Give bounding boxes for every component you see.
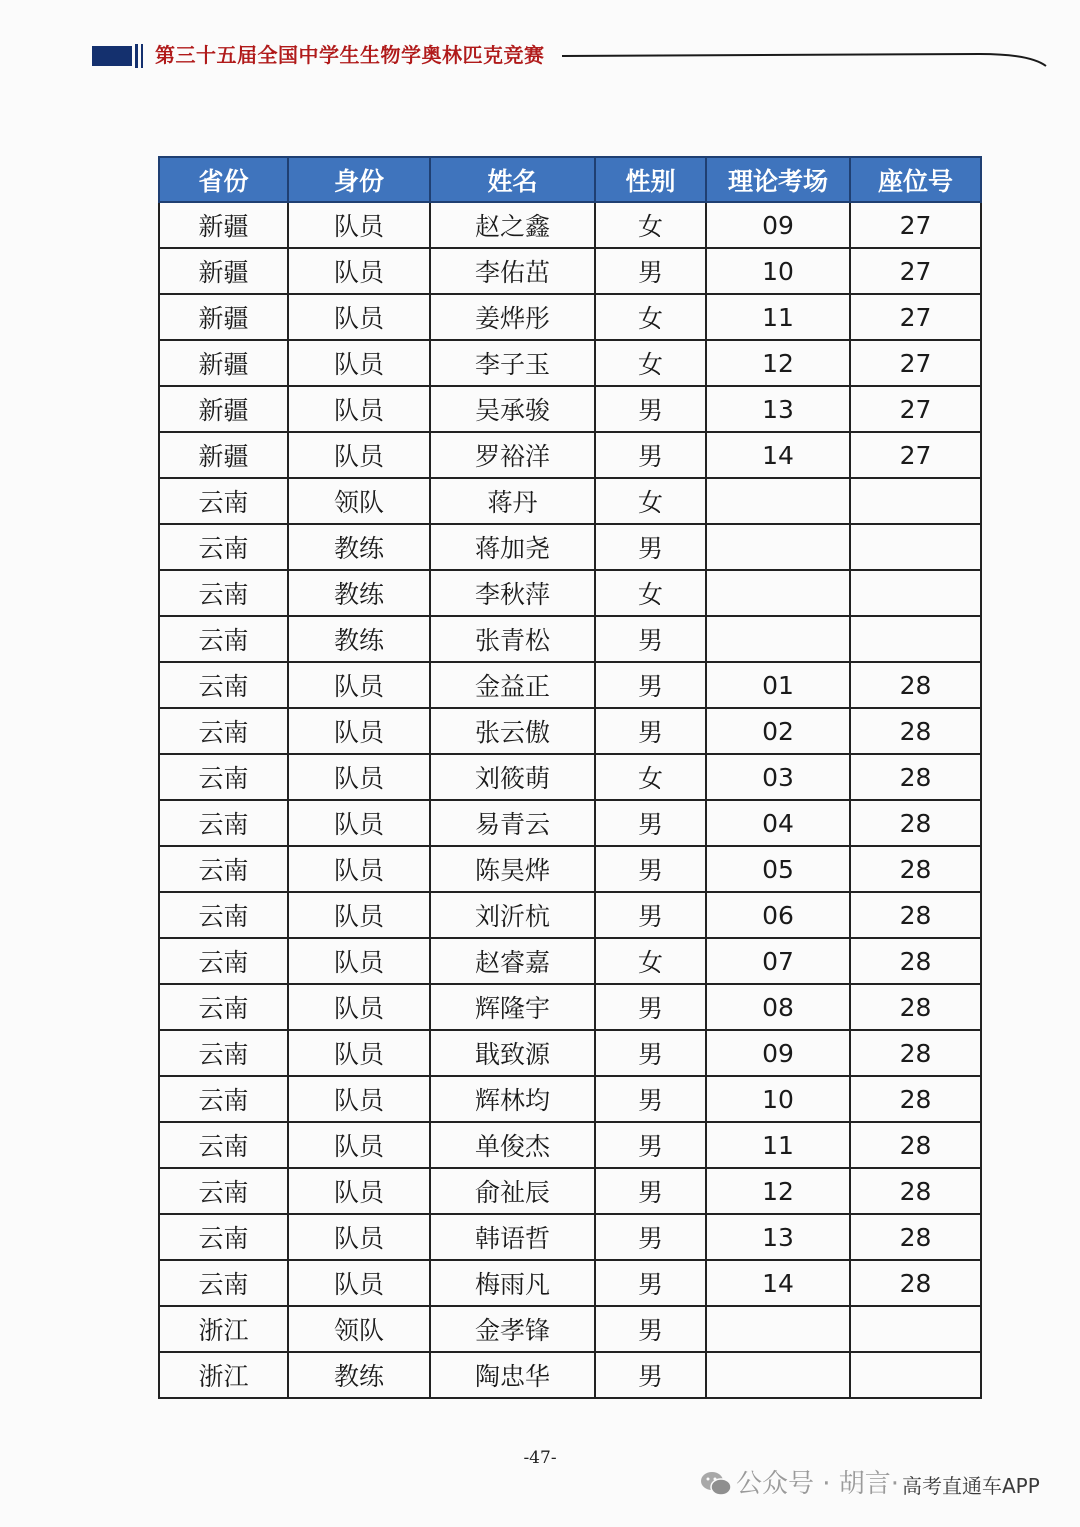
cell-role: 队员 — [288, 662, 430, 708]
cell-name: 李秋萍 — [430, 570, 595, 616]
cell-name: 易青云 — [430, 800, 595, 846]
cell-role: 队员 — [288, 202, 430, 248]
cell-gender: 男 — [595, 386, 706, 432]
table-row — [159, 432, 981, 478]
cell-province: 云南 — [159, 708, 288, 754]
cell-gender: 女 — [595, 478, 706, 524]
cell-role: 队员 — [288, 1168, 430, 1214]
cell-exam-room: 03 — [706, 754, 850, 800]
cell-name: 刘筱萌 — [430, 754, 595, 800]
cell-seat: 28 — [850, 1030, 981, 1076]
cell-seat — [850, 1352, 981, 1398]
table-row — [159, 386, 981, 432]
page-number: -47- — [523, 1448, 557, 1468]
table-row — [159, 938, 981, 984]
cell-name: 姜烨彤 — [430, 294, 595, 340]
table-row — [159, 570, 981, 616]
cell-gender: 男 — [595, 892, 706, 938]
col-header-gender: 性别 — [595, 157, 706, 202]
cell-exam-room — [706, 616, 850, 662]
table-row — [159, 1168, 981, 1214]
cell-name: 李佑茁 — [430, 248, 595, 294]
cell-name: 刘沂杭 — [430, 892, 595, 938]
cell-role: 队员 — [288, 754, 430, 800]
cell-gender: 男 — [595, 800, 706, 846]
cell-name: 俞祉辰 — [430, 1168, 595, 1214]
cell-exam-room: 05 — [706, 846, 850, 892]
cell-gender: 女 — [595, 754, 706, 800]
cell-province: 新疆 — [159, 432, 288, 478]
cell-name: 赵睿嘉 — [430, 938, 595, 984]
cell-role: 队员 — [288, 800, 430, 846]
cell-role: 领队 — [288, 478, 430, 524]
cell-seat: 27 — [850, 432, 981, 478]
cell-role: 教练 — [288, 524, 430, 570]
cell-seat — [850, 616, 981, 662]
cell-name: 韩语哲 — [430, 1214, 595, 1260]
cell-province: 云南 — [159, 1260, 288, 1306]
cell-exam-room: 13 — [706, 1214, 850, 1260]
cell-role: 队员 — [288, 294, 430, 340]
table-row — [159, 294, 981, 340]
cell-seat: 28 — [850, 938, 981, 984]
cell-exam-room — [706, 478, 850, 524]
cell-role: 队员 — [288, 1214, 430, 1260]
col-header-name: 姓名 — [430, 157, 595, 202]
cell-province: 云南 — [159, 1030, 288, 1076]
cell-seat: 28 — [850, 846, 981, 892]
cell-exam-room: 06 — [706, 892, 850, 938]
cell-gender: 男 — [595, 1076, 706, 1122]
wechat-icon — [700, 1470, 732, 1498]
cell-exam-room — [706, 1352, 850, 1398]
cell-role: 队员 — [288, 708, 430, 754]
cell-role: 教练 — [288, 570, 430, 616]
table-row — [159, 1260, 981, 1306]
cell-gender: 男 — [595, 1260, 706, 1306]
cell-seat: 27 — [850, 386, 981, 432]
cell-seat: 27 — [850, 202, 981, 248]
cell-role: 队员 — [288, 340, 430, 386]
watermark-text: 公众号 · 胡言· — [736, 1469, 900, 1499]
cell-province: 云南 — [159, 1168, 288, 1214]
watermark — [700, 1466, 1070, 1506]
cell-name: 李子玉 — [430, 340, 595, 386]
table-header-row — [159, 157, 981, 202]
table-row — [159, 708, 981, 754]
cell-province: 云南 — [159, 616, 288, 662]
cell-province: 云南 — [159, 800, 288, 846]
cell-gender: 男 — [595, 524, 706, 570]
cell-role: 队员 — [288, 984, 430, 1030]
col-header-role: 身份 — [288, 157, 430, 202]
table-row — [159, 800, 981, 846]
cell-gender: 男 — [595, 432, 706, 478]
cell-role: 队员 — [288, 1260, 430, 1306]
table-row — [159, 1030, 981, 1076]
cell-gender: 女 — [595, 570, 706, 616]
cell-seat: 28 — [850, 800, 981, 846]
cell-seat: 27 — [850, 294, 981, 340]
cell-seat: 28 — [850, 754, 981, 800]
cell-exam-room: 10 — [706, 248, 850, 294]
table-row — [159, 662, 981, 708]
cell-seat: 28 — [850, 984, 981, 1030]
page-header — [0, 0, 1080, 110]
cell-province: 云南 — [159, 1076, 288, 1122]
cell-name: 辉林均 — [430, 1076, 595, 1122]
cell-name: 赵之鑫 — [430, 202, 595, 248]
cell-gender: 男 — [595, 1122, 706, 1168]
table-row — [159, 1352, 981, 1398]
cell-exam-room: 13 — [706, 386, 850, 432]
cell-seat: 28 — [850, 1168, 981, 1214]
cell-seat — [850, 1306, 981, 1352]
cell-province: 新疆 — [159, 294, 288, 340]
cell-exam-room: 14 — [706, 1260, 850, 1306]
cell-name: 蒋丹 — [430, 478, 595, 524]
cell-name: 戢致源 — [430, 1030, 595, 1076]
cell-gender: 女 — [595, 294, 706, 340]
cell-province: 云南 — [159, 846, 288, 892]
watermark-app-text: 高考直通车APP — [902, 1474, 1040, 1498]
cell-exam-room — [706, 570, 850, 616]
cell-exam-room: 07 — [706, 938, 850, 984]
cell-name: 张云傲 — [430, 708, 595, 754]
cell-exam-room — [706, 1306, 850, 1352]
cell-gender: 男 — [595, 984, 706, 1030]
cell-exam-room: 08 — [706, 984, 850, 1030]
cell-name: 张青松 — [430, 616, 595, 662]
cell-seat — [850, 478, 981, 524]
cell-gender: 男 — [595, 1306, 706, 1352]
cell-gender: 男 — [595, 662, 706, 708]
cell-exam-room: 02 — [706, 708, 850, 754]
cell-name: 梅雨凡 — [430, 1260, 595, 1306]
table-row — [159, 616, 981, 662]
cell-exam-room: 11 — [706, 1122, 850, 1168]
cell-role: 队员 — [288, 1030, 430, 1076]
header-rule — [0, 0, 1080, 110]
cell-seat: 28 — [850, 1214, 981, 1260]
cell-gender: 男 — [595, 616, 706, 662]
cell-province: 新疆 — [159, 202, 288, 248]
cell-gender: 男 — [595, 1214, 706, 1260]
cell-province: 新疆 — [159, 248, 288, 294]
cell-province: 云南 — [159, 984, 288, 1030]
cell-name: 单俊杰 — [430, 1122, 595, 1168]
cell-role: 队员 — [288, 248, 430, 294]
table-body — [159, 202, 981, 1398]
cell-exam-room: 10 — [706, 1076, 850, 1122]
cell-name: 陈昊烨 — [430, 846, 595, 892]
table-row — [159, 1122, 981, 1168]
cell-gender: 女 — [595, 202, 706, 248]
cell-role: 队员 — [288, 432, 430, 478]
cell-exam-room: 09 — [706, 1030, 850, 1076]
cell-exam-room: 04 — [706, 800, 850, 846]
table-row — [159, 202, 981, 248]
col-header-seat: 座位号 — [850, 157, 981, 202]
cell-exam-room — [706, 524, 850, 570]
cell-name: 吴承骏 — [430, 386, 595, 432]
cell-province: 云南 — [159, 1122, 288, 1168]
cell-exam-room: 12 — [706, 340, 850, 386]
cell-province: 浙江 — [159, 1352, 288, 1398]
table-row — [159, 524, 981, 570]
cell-province: 云南 — [159, 662, 288, 708]
cell-seat: 28 — [850, 892, 981, 938]
cell-role: 队员 — [288, 1076, 430, 1122]
cell-role: 队员 — [288, 938, 430, 984]
cell-province: 云南 — [159, 524, 288, 570]
cell-role: 队员 — [288, 386, 430, 432]
cell-province: 云南 — [159, 938, 288, 984]
cell-province: 云南 — [159, 892, 288, 938]
cell-province: 浙江 — [159, 1306, 288, 1352]
cell-name: 罗裕洋 — [430, 432, 595, 478]
cell-role: 队员 — [288, 1122, 430, 1168]
cell-exam-room: 09 — [706, 202, 850, 248]
cell-name: 蒋加尧 — [430, 524, 595, 570]
cell-seat: 28 — [850, 1076, 981, 1122]
cell-role: 队员 — [288, 892, 430, 938]
cell-seat: 28 — [850, 662, 981, 708]
cell-gender: 男 — [595, 1352, 706, 1398]
table-row — [159, 1214, 981, 1260]
table-row — [159, 340, 981, 386]
cell-role: 队员 — [288, 846, 430, 892]
table-row — [159, 846, 981, 892]
cell-province: 云南 — [159, 570, 288, 616]
cell-province: 云南 — [159, 754, 288, 800]
cell-exam-room: 14 — [706, 432, 850, 478]
cell-role: 领队 — [288, 1306, 430, 1352]
table-row — [159, 1306, 981, 1352]
table-row — [159, 984, 981, 1030]
cell-gender: 男 — [595, 1030, 706, 1076]
col-header-province: 省份 — [159, 157, 288, 202]
cell-name: 陶忠华 — [430, 1352, 595, 1398]
cell-seat: 27 — [850, 248, 981, 294]
header-title: 第三十五届全国中学生生物学奥林匹克竞赛 — [155, 43, 545, 67]
cell-name: 金益正 — [430, 662, 595, 708]
cell-exam-room: 01 — [706, 662, 850, 708]
col-header-exam-room: 理论考场 — [706, 157, 850, 202]
cell-name: 辉隆宇 — [430, 984, 595, 1030]
table-row — [159, 248, 981, 294]
cell-seat: 28 — [850, 1260, 981, 1306]
table-row — [159, 1076, 981, 1122]
cell-role: 教练 — [288, 616, 430, 662]
cell-province: 新疆 — [159, 340, 288, 386]
cell-gender: 男 — [595, 1168, 706, 1214]
cell-role: 教练 — [288, 1352, 430, 1398]
cell-exam-room: 11 — [706, 294, 850, 340]
cell-seat: 28 — [850, 708, 981, 754]
table-row — [159, 478, 981, 524]
cell-seat: 28 — [850, 1122, 981, 1168]
cell-gender: 男 — [595, 708, 706, 754]
cell-gender: 女 — [595, 340, 706, 386]
cell-seat — [850, 570, 981, 616]
table-row — [159, 754, 981, 800]
cell-province: 云南 — [159, 1214, 288, 1260]
cell-province: 云南 — [159, 478, 288, 524]
cell-gender: 女 — [595, 938, 706, 984]
table-row — [159, 892, 981, 938]
cell-seat — [850, 524, 981, 570]
cell-seat: 27 — [850, 340, 981, 386]
cell-gender: 男 — [595, 248, 706, 294]
cell-gender: 男 — [595, 846, 706, 892]
cell-name: 金孝锋 — [430, 1306, 595, 1352]
cell-province: 新疆 — [159, 386, 288, 432]
cell-exam-room: 12 — [706, 1168, 850, 1214]
roster-table — [158, 156, 982, 1399]
